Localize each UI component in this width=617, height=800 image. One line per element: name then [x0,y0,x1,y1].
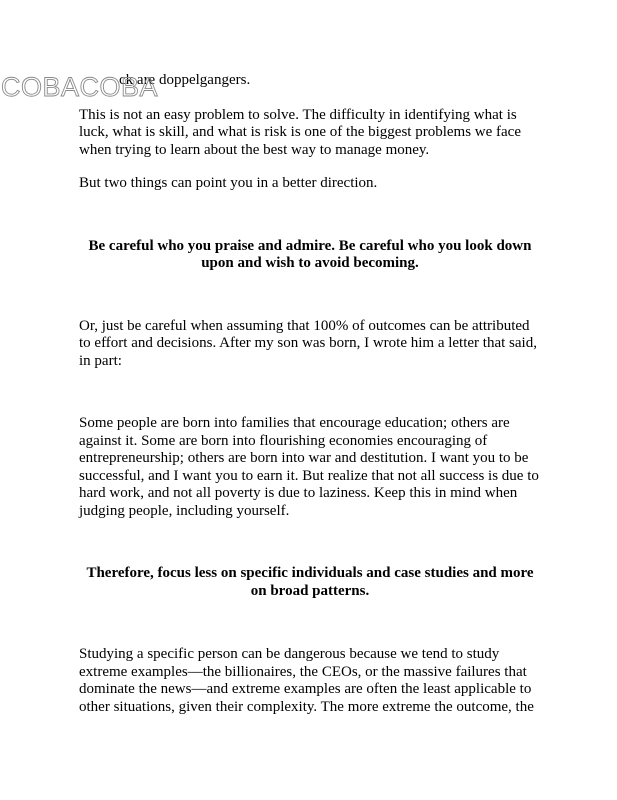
section-heading-patterns: Therefore, focus less on specific individuals and case studies and more on broad patterns. [86,565,534,599]
fragment-line: ck are doppelgangers. [119,72,251,88]
paragraph-specific-person: Studying a specific person can be dangerous because we tend to study extreme examples—the billionaires, the CEOs, or the massive failures that dominate the news—and extreme examples are often the least applicable to other situations, given their complexity. The more extreme the outcome, the [79,646,534,715]
document-body [79,72,541,716]
paragraph-luck-skill-risk: This is not an easy problem to solve. The difficulty in identifying what is luck, what is skill, and what is risk is one of the biggest problems we face when trying to learn about the best way to manage money. [79,106,521,158]
paragraph-two-things: But two things can point you in a better direction. [79,175,378,191]
paragraph-outcomes: Or, just be careful when assuming that 100% of outcomes can be attributed to effort and decisions. After my son was born, I wrote him a letter that said, in part: [79,317,537,369]
paragraph-letter-quote: Some people are born into families that encourage education; others are against it. Some are born into flourishing economies encouraging of entrepreneurship; others are born into war and destitution. I want you to be successful, and I want you to earn it. But realize that not all success is due to hard work, and not all poverty is due to laziness. Keep this in mind when judging people, including yourself. [79,415,539,519]
watermark-logo: COBACOBA [1,72,159,102]
section-heading-praise: Be careful who you praise and admire. Be careful who you look down upon and wish to avoid becoming. [88,237,532,271]
